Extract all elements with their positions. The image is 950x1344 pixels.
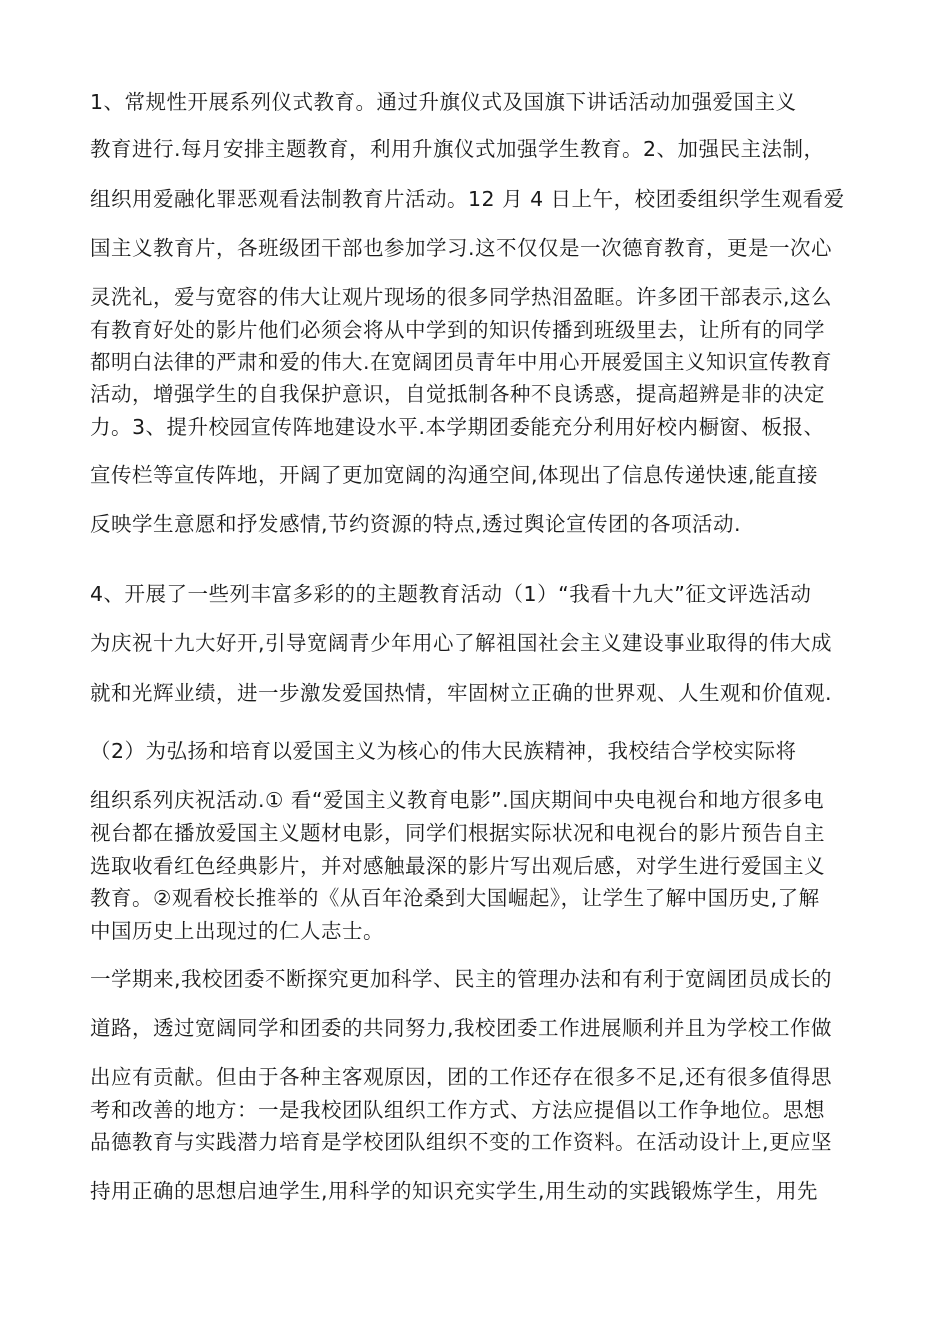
text-line: 组织系列庆祝活动.① 看“爱国主义教育电影”.国庆期间中央电视台和地方很多电 [90, 788, 825, 812]
text-line: 考和改善的地方：一是我校团队组织工作方式、方法应提倡以工作争地位。思想 [90, 1098, 825, 1122]
text-line: 持用正确的思想启迪学生,用科学的知识充实学生,用生动的实践锻炼学生，用先 [90, 1179, 819, 1203]
text-line: 宣传栏等宣传阵地，开阔了更加宽阔的沟通空间,体现出了信息传递快速,能直接 [90, 463, 819, 487]
text-line: 组织用爱融化罪恶观看法制教育片活动。12 月 4 日上午，校团委组织学生观看爱 [90, 187, 845, 211]
text-line: 品德教育与实践潜力培育是学校团队组织不变的工作资料。在活动设计上,更应坚 [90, 1130, 833, 1154]
text-line: 1、常规性开展系列仪式教育。通过升旗仪式及国旗下讲话活动加强爱国主义 [90, 90, 797, 114]
text-line: 活动，增强学生的自我保护意识，自觉抵制各种不良诱惑，提高超辨是非的决定 [90, 382, 825, 406]
text-line: 国主义教育片，各班级团干部也参加学习.这不仅仅是一次德育教育，更是一次心 [90, 236, 833, 260]
text-line: 中国历史上出现过的仁人志士。 [90, 919, 384, 943]
text-line: 一学期来,我校团委不断探究更加科学、民主的管理办法和有利于宽阔团员成长的 [90, 967, 833, 991]
text-line: 反映学生意愿和抒发感情,节约资源的特点,透过舆论宣传团的各项活动. [90, 512, 742, 536]
text-line: 都明白法律的严肃和爱的伟大.在宽阔团员青年中用心开展爱国主义知识宣传教育 [90, 350, 833, 374]
text-line: 有教育好处的影片他们必须会将从中学到的知识传播到班级里去，让所有的同学 [90, 318, 825, 342]
text-line: 出应有贡献。但由于各种主客观原因，团的工作还存在很多不足,还有很多值得思 [90, 1065, 833, 1089]
text-line: 4、开展了一些列丰富多彩的的主题教育活动（1）“我看十九大”征文评选活动 [90, 582, 812, 606]
text-line: 就和光辉业绩，进一步激发爱国热情，牢固树立正确的世界观、人生观和价值观. [90, 681, 833, 705]
text-line: 灵洗礼，爱与宽容的伟大让观片现场的很多同学热泪盈眶。许多团干部表示,这么 [90, 285, 833, 309]
text-line: （2）为弘扬和培育以爱国主义为核心的伟大民族精神，我校结合学校实际将 [90, 739, 797, 763]
text-line: 道路，透过宽阔同学和团委的共同努力,我校团委工作进展顺利并且为学校工作做 [90, 1016, 833, 1040]
text-line: 视台都在播放爱国主义题材电影，同学们根据实际状况和电视台的影片预告自主 [90, 821, 825, 845]
text-line: 教育进行.每月安排主题教育，利用升旗仪式加强学生教育。2、加强民主法制， [90, 137, 825, 161]
text-line: 为庆祝十九大好开,引导宽阔青少年用心了解祖国社会主义建设事业取得的伟大成 [90, 631, 833, 655]
text-line: 力。3、提升校园宣传阵地建设水平.本学期团委能充分利用好校内橱窗、板报、 [90, 415, 825, 439]
text-line: 选取收看红色经典影片，并对感触最深的影片写出观后感，对学生进行爱国主义 [90, 854, 825, 878]
text-line: 教育。②观看校长推举的《从百年沧桑到大国崛起》，让学生了解中国历史,了解 [90, 886, 820, 910]
